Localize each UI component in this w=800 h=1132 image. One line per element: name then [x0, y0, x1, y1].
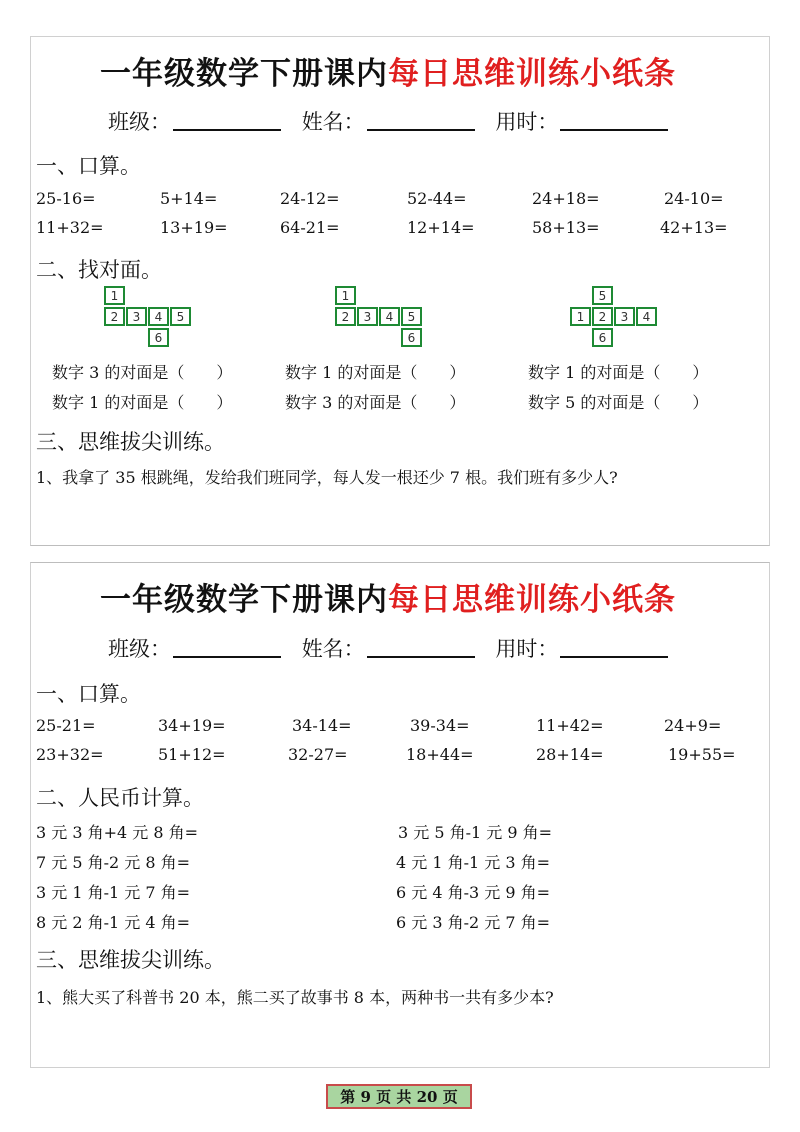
calc-item: 39-34= [410, 716, 470, 735]
calc-item: 24+18= [532, 189, 600, 208]
net-cell: 2 [592, 307, 613, 326]
net-cell: 5 [592, 286, 613, 305]
net-cell: 1 [104, 286, 125, 305]
net-cell: 6 [401, 328, 422, 347]
money-item: 7 元 5 角-2 元 8 角= [36, 853, 191, 872]
calc-item: 24-12= [280, 189, 340, 208]
calc-item: 18+44= [406, 745, 474, 764]
section-heading-thinking: 三、思维拔尖训练。 [36, 948, 225, 972]
class-label: 班级： [108, 637, 171, 661]
class-blank[interactable] [173, 129, 281, 131]
name-blank[interactable] [367, 656, 475, 658]
section-heading-thinking: 三、思维拔尖训练。 [36, 430, 225, 454]
opposite-face-question: 数字 3 的对面是（ ） [285, 393, 466, 412]
net-cell: 5 [170, 307, 191, 326]
calc-item: 42+13= [660, 218, 728, 237]
time-blank[interactable] [560, 656, 668, 658]
money-item: 6 元 3 角-2 元 7 角= [396, 913, 551, 932]
net-cell: 3 [614, 307, 635, 326]
class-label: 班级： [108, 110, 171, 134]
time-label: 用时： [495, 110, 559, 134]
money-item: 4 元 1 角-1 元 3 角= [396, 853, 551, 872]
calc-item: 13+19= [160, 218, 228, 237]
time-blank[interactable] [560, 129, 668, 131]
page-number-badge: 第 9 页 共 20 页 [326, 1084, 472, 1109]
opposite-face-question: 数字 3 的对面是（ ） [52, 363, 233, 382]
net-cell: 4 [379, 307, 400, 326]
net-cell: 5 [401, 307, 422, 326]
name-blank[interactable] [367, 129, 475, 131]
section-heading-mental-math: 一、口算。 [36, 154, 141, 178]
money-item: 8 元 2 角-1 元 4 角= [36, 913, 191, 932]
opposite-face-question: 数字 1 的对面是（ ） [528, 363, 709, 382]
calc-item: 24-10= [664, 189, 724, 208]
calc-item: 11+32= [36, 218, 104, 237]
money-item: 6 元 4 角-3 元 9 角= [396, 883, 551, 902]
title-black: 一年级数学下册课内 [100, 582, 388, 618]
calc-item: 51+12= [158, 745, 226, 764]
name-label: 姓名： [301, 110, 365, 134]
info-row [108, 106, 668, 136]
word-problem: 1、我拿了 35 根跳绳，发给我们班同学，每人发一根还少 7 根。我们班有多少人? [36, 468, 618, 487]
opposite-face-question: 数字 5 的对面是（ ） [528, 393, 709, 412]
money-item: 3 元 1 角-1 元 7 角= [36, 883, 191, 902]
info-row [108, 633, 668, 663]
section-heading-money: 二、人民币计算。 [36, 786, 204, 810]
money-item: 3 元 3 角+4 元 8 角= [36, 823, 199, 842]
calc-item: 32-27= [288, 745, 348, 764]
section-heading-mental-math: 一、口算。 [36, 682, 141, 706]
opposite-face-question: 数字 1 的对面是（ ） [52, 393, 233, 412]
net-cell: 3 [357, 307, 378, 326]
calc-item: 64-21= [280, 218, 340, 237]
calc-item: 12+14= [407, 218, 475, 237]
calc-item: 34+19= [158, 716, 226, 735]
calc-item: 25-21= [36, 716, 96, 735]
worksheet-title [100, 48, 676, 93]
net-cell: 4 [636, 307, 657, 326]
net-cell: 6 [592, 328, 613, 347]
net-cell: 1 [335, 286, 356, 305]
calc-item: 11+42= [536, 716, 604, 735]
money-item: 3 元 5 角-1 元 9 角= [398, 823, 553, 842]
calc-item: 24+9= [664, 716, 722, 735]
calc-item: 58+13= [532, 218, 600, 237]
calc-item: 34-14= [292, 716, 352, 735]
calc-item: 52-44= [407, 189, 467, 208]
net-cell: 1 [570, 307, 591, 326]
calc-item: 5+14= [160, 189, 218, 208]
net-cell: 3 [126, 307, 147, 326]
time-label: 用时： [495, 637, 559, 661]
calc-item: 25-16= [36, 189, 96, 208]
title-red: 每日思维训练小纸条 [388, 56, 676, 92]
opposite-face-question: 数字 1 的对面是（ ） [285, 363, 466, 382]
net-cell: 2 [104, 307, 125, 326]
title-red: 每日思维训练小纸条 [388, 582, 676, 618]
net-cell: 2 [335, 307, 356, 326]
name-label: 姓名： [301, 637, 365, 661]
net-cell: 6 [148, 328, 169, 347]
title-black: 一年级数学下册课内 [100, 56, 388, 92]
worksheet-title [100, 574, 676, 619]
section-heading-opposite-faces: 二、找对面。 [36, 258, 162, 282]
class-blank[interactable] [173, 656, 281, 658]
calc-item: 23+32= [36, 745, 104, 764]
net-cell: 4 [148, 307, 169, 326]
calc-item: 19+55= [668, 745, 736, 764]
word-problem: 1、熊大买了科普书 20 本，熊二买了故事书 8 本，两种书一共有多少本? [36, 988, 554, 1007]
calc-item: 28+14= [536, 745, 604, 764]
